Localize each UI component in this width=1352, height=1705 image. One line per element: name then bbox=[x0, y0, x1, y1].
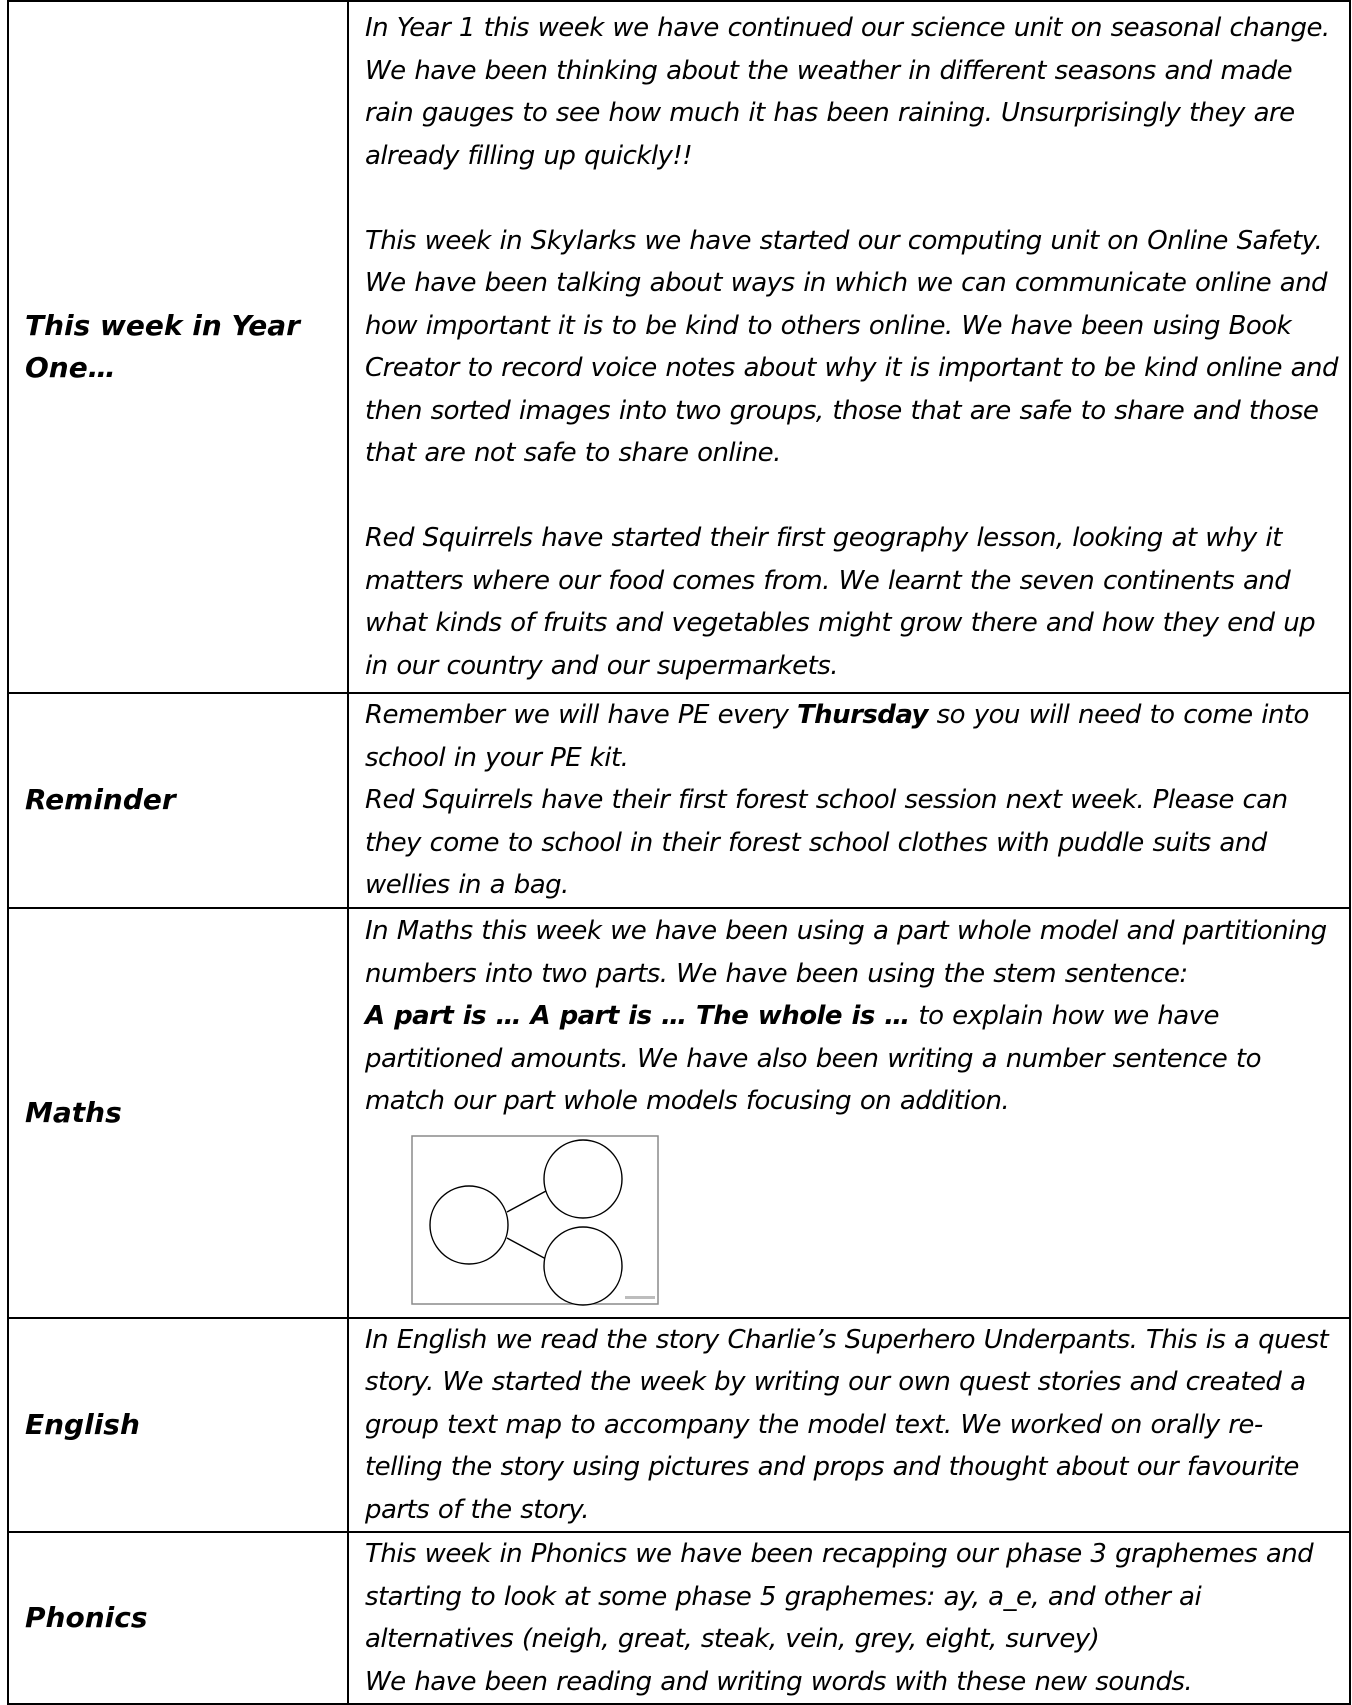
row-content-cell bbox=[348, 1, 1350, 693]
row-label-cell bbox=[8, 908, 348, 1318]
row-reminder bbox=[8, 693, 1350, 908]
row-content-cell bbox=[348, 908, 1350, 1318]
row-maths bbox=[8, 908, 1350, 1318]
row-label-cell bbox=[8, 1, 348, 693]
pe-reminder-text bbox=[365, 694, 1339, 779]
diagram-watermark bbox=[625, 1296, 655, 1299]
row-year-one bbox=[8, 1, 1350, 693]
english-paragraph: In English we read the story Charlie’s Superhero Underpants. This is a quest story. We started the week by writing our own quest stories and created a group text map to accompany the model text. We worked on orally re-telling the story using pictures and props and thought about our favourite parts of the story. bbox=[365, 1324, 1329, 1525]
row-phonics bbox=[8, 1532, 1350, 1704]
paragraph-gap bbox=[365, 177, 1339, 220]
computing-paragraph: This week in Skylarks we have started our computing unit on Online Safety. We have been talking about ways in which we can communicate online and how important it is to be kind to others online. We have been using Book Creator to record voice notes about why it is important to be kind online and then sorted images into two groups, those that are safe to share and those that are not safe to share online. bbox=[365, 225, 1338, 468]
row-label-year-one: This week in Year One… bbox=[25, 309, 300, 384]
pe-day-bold: Thursday bbox=[797, 700, 928, 730]
row-label-english: English bbox=[25, 1407, 140, 1441]
row-label-cell bbox=[8, 1532, 348, 1704]
part-circle-top bbox=[544, 1140, 622, 1218]
newsletter-table bbox=[7, 0, 1351, 1705]
row-label-maths: Maths bbox=[25, 1095, 122, 1129]
paragraph-gap bbox=[365, 475, 1339, 518]
pe-reminder-before: Remember we will have PE every bbox=[365, 700, 797, 730]
whole-circle bbox=[430, 1186, 508, 1264]
pe-reminder-after: so you will need to come into school in your PE kit. bbox=[365, 700, 1309, 773]
maths-stem-paragraph bbox=[365, 995, 1339, 1123]
geography-paragraph: Red Squirrels have started their first geography lesson, looking at why it matters where our food comes from. We learnt the seven continents and what kinds of fruits and vegetables might grow there and how they end up in our country and our supermarkets. bbox=[365, 523, 1316, 681]
science-paragraph: In Year 1 this week we have continued our science unit on seasonal change. We have been thinking about the weather in different seasons and made rain gauges to see how much it has been raining. Unsurprisingly they are already filling up quickly!! bbox=[365, 13, 1330, 171]
part-whole-model-image bbox=[411, 1135, 661, 1307]
part-whole-model-diagram bbox=[411, 1135, 661, 1307]
row-label-cell bbox=[8, 693, 348, 908]
row-label-phonics: Phonics bbox=[25, 1601, 148, 1634]
forest-school-reminder: Red Squirrels have their first forest school session next week. Please can they come to school in their forest school clothes with puddle suits and wellies in a bag. bbox=[365, 785, 1288, 900]
row-content-cell bbox=[348, 1532, 1350, 1704]
row-content-cell bbox=[348, 1318, 1350, 1533]
row-english bbox=[8, 1318, 1350, 1533]
row-label-reminder: Reminder bbox=[25, 783, 176, 817]
maths-intro: In Maths this week we have been using a part whole model and partitioning numbers into two parts. We have been using the stem sentence: bbox=[365, 916, 1327, 989]
phonics-paragraph: This week in Phonics we have been recapping our phase 3 graphemes and starting to look at some phase 5 graphemes: ay, a_e, and other ai alternatives (neigh, great, steak, vein, grey, eight, survey) bbox=[365, 1539, 1314, 1654]
maths-stem-after: to explain how we have partitioned amounts. We have also been writing a number sentence to match our part whole models focusing on addition. bbox=[365, 1001, 1261, 1117]
row-label-cell bbox=[8, 1318, 348, 1533]
stem-sentence-bold: A part is … A part is … The whole is … bbox=[365, 1001, 910, 1032]
row-content-cell bbox=[348, 693, 1350, 908]
part-circle-bottom bbox=[544, 1227, 622, 1305]
phonics-closing-line: We have been reading and writing words with these new sounds. bbox=[365, 1666, 1193, 1697]
